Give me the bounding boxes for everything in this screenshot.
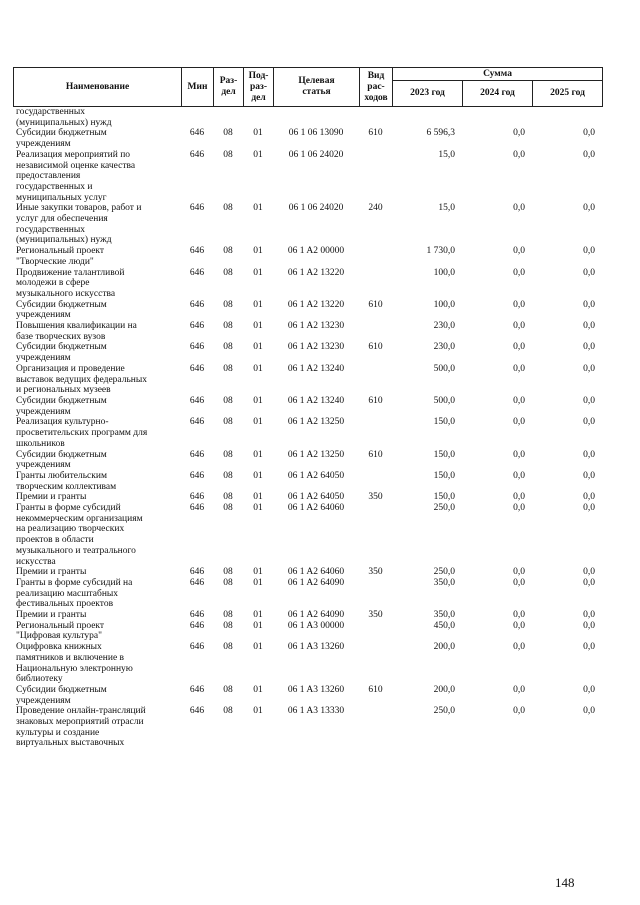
row-sum-2024: 0,0 (513, 149, 525, 160)
row-name: Иные закупки товаров, работ и услуг для обеспечения государственных (муниципальных) нужд (16, 203, 142, 246)
row-expense-type (359, 642, 392, 685)
row-min: 646 (189, 246, 205, 257)
row-sum-2023: 200,0 (433, 684, 455, 695)
row-sum-2024 (462, 107, 532, 128)
row-target-article: 06 1 A2 13240 (287, 395, 345, 406)
row-min: 646 (189, 299, 205, 310)
row-target-article: 06 1 06 24020 (288, 149, 344, 160)
row-expense-type: 610 (368, 299, 383, 310)
row-podrazdel: 01 (253, 128, 263, 139)
row-sum-2024: 0,0 (513, 577, 525, 588)
row-sum-2025: 0,0 (583, 567, 595, 578)
row-razdel: 08 (223, 706, 233, 717)
row-min: 646 (189, 503, 205, 514)
row-sum-2024: 0,0 (513, 642, 525, 653)
budget-table-body (13, 107, 602, 749)
row-sum-2024: 0,0 (513, 342, 525, 353)
row-sum-2023: 350,0 (433, 577, 455, 588)
row-target-article: 06 1 A2 13250 (287, 449, 345, 460)
row-podrazdel: 01 (253, 503, 263, 514)
row-sum-2025: 0,0 (583, 246, 595, 257)
row-sum-2025: 0,0 (583, 267, 595, 278)
row-target-article: 06 1 A3 13260 (287, 684, 345, 695)
row-razdel (213, 107, 243, 128)
row-podrazdel: 01 (253, 642, 263, 653)
row-name: Субсидии бюджетным учреждениям (16, 128, 107, 150)
row-target-article (273, 107, 359, 128)
table-header (13, 67, 603, 107)
table-row (13, 642, 602, 685)
table-row (13, 417, 602, 449)
row-sum-2023: 100,0 (433, 299, 455, 310)
table-row (13, 203, 602, 246)
row-razdel: 08 (223, 203, 233, 214)
row-target-article: 06 1 A2 13230 (287, 342, 345, 353)
row-razdel: 08 (223, 470, 233, 481)
row-name: Реализация культурно- просветительских программ для школьников (16, 417, 148, 449)
row-razdel: 08 (223, 246, 233, 257)
header-podrazdel: Под- раз- дел (244, 68, 274, 107)
table-row (13, 396, 602, 417)
table-row (13, 567, 602, 578)
row-razdel: 08 (223, 395, 233, 406)
table-row (13, 706, 602, 749)
row-target-article: 06 1 A2 64090 (287, 577, 345, 588)
row-min (181, 107, 213, 128)
row-min: 646 (189, 620, 205, 631)
row-expense-type: 350 (368, 492, 383, 503)
row-target-article: 06 1 A2 13220 (287, 299, 345, 310)
row-target-article: 06 1 A3 00000 (287, 620, 345, 631)
row-sum-2024: 0,0 (513, 246, 525, 257)
row-sum-2025: 0,0 (583, 363, 595, 374)
row-razdel: 08 (223, 567, 233, 578)
row-sum-2024: 0,0 (513, 449, 525, 460)
table-row (13, 246, 602, 267)
row-razdel: 08 (223, 342, 233, 353)
header-year-2024: 2024 год (463, 81, 533, 107)
row-razdel: 08 (223, 620, 233, 631)
header-summa: Сумма (393, 68, 603, 81)
row-name: Субсидии бюджетным учреждениям (16, 684, 107, 706)
row-expense-type (359, 246, 392, 267)
row-min: 646 (189, 449, 205, 460)
row-min: 646 (189, 321, 205, 332)
row-sum-2025: 0,0 (583, 128, 595, 139)
row-podrazdel: 01 (253, 299, 263, 310)
row-sum-2025: 0,0 (583, 642, 595, 653)
row-sum-2025: 0,0 (583, 503, 595, 514)
table-row (13, 150, 602, 204)
row-sum-2023: 500,0 (433, 395, 455, 406)
row-min: 646 (189, 492, 205, 503)
row-sum-2024: 0,0 (513, 684, 525, 695)
row-expense-type: 350 (368, 567, 383, 578)
row-target-article: 06 1 A3 13260 (287, 642, 345, 653)
row-min: 646 (189, 342, 205, 353)
row-razdel: 08 (223, 449, 233, 460)
row-min: 646 (189, 470, 205, 481)
table-row (13, 364, 602, 396)
row-min: 646 (189, 128, 205, 139)
table-row (13, 610, 602, 621)
row-razdel: 08 (223, 610, 233, 621)
row-razdel: 08 (223, 363, 233, 374)
row-sum-2024: 0,0 (513, 492, 525, 503)
row-sum-2023 (392, 107, 462, 128)
row-name: Премии и гранты (16, 567, 87, 578)
row-name: Субсидии бюджетным учреждениям (16, 299, 107, 321)
row-sum-2024: 0,0 (513, 128, 525, 139)
row-razdel: 08 (223, 642, 233, 653)
row-min: 646 (189, 267, 205, 278)
row-razdel: 08 (223, 417, 233, 428)
row-name: Региональный проект "Творческие люди" (16, 246, 105, 267)
row-sum-2023: 1 730,0 (426, 246, 455, 257)
row-sum-2025: 0,0 (583, 620, 595, 631)
row-sum-2024: 0,0 (513, 620, 525, 631)
row-podrazdel: 01 (253, 470, 263, 481)
row-podrazdel: 01 (253, 577, 263, 588)
row-min: 646 (189, 577, 205, 588)
row-sum-2024: 0,0 (513, 417, 525, 428)
row-podrazdel: 01 (253, 417, 263, 428)
row-sum-2025: 0,0 (583, 299, 595, 310)
row-podrazdel: 01 (253, 567, 263, 578)
row-sum-2023: 200,0 (433, 642, 455, 653)
row-expense-type (359, 503, 392, 567)
row-razdel: 08 (223, 321, 233, 332)
row-razdel: 08 (223, 577, 233, 588)
row-sum-2024: 0,0 (513, 567, 525, 578)
row-sum-2023: 450,0 (433, 620, 455, 631)
row-expense-type: 610 (368, 128, 383, 139)
row-min: 646 (189, 203, 205, 214)
row-sum-2023: 350,0 (433, 610, 455, 621)
row-razdel: 08 (223, 492, 233, 503)
row-target-article: 06 1 A3 13330 (287, 706, 345, 717)
row-name: Гранты любительским творческим коллективам (16, 470, 117, 492)
row-min: 646 (189, 417, 205, 428)
row-sum-2023: 250,0 (433, 503, 455, 514)
row-expense-type: 240 (368, 203, 383, 214)
row-sum-2025: 0,0 (583, 449, 595, 460)
row-name: Проведение онлайн-трансляций знаковых мероприятий отрасли культуры и создание виртуальных выставочных (16, 706, 146, 749)
row-sum-2023: 15,0 (438, 203, 455, 214)
row-name: Организация и проведение выставок ведущих федеральных и региональных музеев (16, 363, 147, 396)
row-target-article: 06 1 06 24020 (288, 203, 344, 214)
row-name: Премии и гранты (16, 492, 87, 503)
header-min: Мин (182, 68, 214, 107)
row-name: Реализация мероприятий по независимой оценке качества предоставления государственных и муниципальных услуг (16, 149, 136, 203)
row-expense-type: 610 (368, 684, 383, 695)
table-row (13, 503, 602, 567)
row-target-article: 06 1 A2 64050 (287, 492, 345, 503)
row-min: 646 (189, 363, 205, 374)
row-podrazdel (243, 107, 273, 128)
row-sum-2024: 0,0 (513, 610, 525, 621)
row-sum-2023: 250,0 (433, 567, 455, 578)
row-target-article: 06 1 A2 13220 (287, 267, 345, 278)
row-expense-type (359, 268, 392, 300)
row-sum-2024: 0,0 (513, 363, 525, 374)
row-razdel: 08 (223, 503, 233, 514)
row-sum-2025 (532, 107, 602, 128)
row-min: 646 (189, 684, 205, 695)
row-razdel: 08 (223, 684, 233, 695)
row-sum-2023: 150,0 (433, 417, 455, 428)
row-sum-2023: 6 596,3 (426, 128, 455, 139)
row-min: 646 (189, 395, 205, 406)
row-name: Субсидии бюджетным учреждениям (16, 449, 107, 471)
table-row (13, 578, 602, 610)
row-expense-type (359, 706, 392, 749)
row-name: Оцифровка книжных памятников и включение в Национальную электронную библиотеку (16, 642, 133, 685)
row-name: Продвижение талантливой молодежи в сфере музыкального искусства (16, 267, 125, 299)
row-sum-2025: 0,0 (583, 470, 595, 481)
row-sum-2024: 0,0 (513, 267, 525, 278)
header-name: Наименование (14, 68, 182, 107)
table-row (13, 492, 602, 503)
row-min: 646 (189, 642, 205, 653)
row-podrazdel: 01 (253, 267, 263, 278)
row-expense-type (359, 364, 392, 396)
row-name: государственных (муниципальных) нужд (16, 107, 112, 128)
row-podrazdel: 01 (253, 203, 263, 214)
row-target-article: 06 1 A2 13230 (287, 321, 345, 332)
row-sum-2025: 0,0 (583, 577, 595, 588)
row-sum-2023: 230,0 (433, 342, 455, 353)
row-expense-type (359, 321, 392, 342)
row-sum-2025: 0,0 (583, 492, 595, 503)
row-sum-2023: 150,0 (433, 492, 455, 503)
row-expense-type (359, 417, 392, 449)
row-podrazdel: 01 (253, 149, 263, 160)
row-sum-2023: 230,0 (433, 321, 455, 332)
row-target-article: 06 1 A2 64060 (287, 567, 345, 578)
table-row (13, 128, 602, 149)
row-expense-type: 610 (368, 395, 383, 406)
row-podrazdel: 01 (253, 610, 263, 621)
row-name: Гранты в форме субсидий некоммерческим организациям на реализацию творческих проектов в области музыкального и театрального искусства (16, 503, 143, 567)
table-row (13, 342, 602, 363)
row-target-article: 06 1 A2 00000 (287, 246, 345, 257)
row-sum-2024: 0,0 (513, 706, 525, 717)
row-sum-2024: 0,0 (513, 395, 525, 406)
row-sum-2025: 0,0 (583, 684, 595, 695)
row-razdel: 08 (223, 267, 233, 278)
row-expense-type (359, 621, 392, 642)
row-sum-2025: 0,0 (583, 203, 595, 214)
row-name: Субсидии бюджетным учреждениям (16, 395, 107, 417)
row-sum-2025: 0,0 (583, 149, 595, 160)
table-row (13, 268, 602, 300)
header-year-2023: 2023 год (393, 81, 463, 107)
row-name: Повышения квалификации на базе творческих вузов (16, 321, 137, 342)
row-sum-2024: 0,0 (513, 503, 525, 514)
row-target-article: 06 1 06 13090 (288, 128, 344, 139)
row-expense-type: 610 (368, 342, 383, 353)
row-name: Гранты в форме субсидий на реализацию масштабных фестивальных проектов (16, 577, 133, 610)
row-podrazdel: 01 (253, 449, 263, 460)
row-target-article: 06 1 A2 64090 (287, 610, 345, 621)
row-podrazdel: 01 (253, 321, 263, 332)
row-expense-type (359, 150, 392, 204)
table-row (13, 450, 602, 471)
page-number: 148 (555, 875, 575, 890)
row-sum-2025: 0,0 (583, 321, 595, 332)
row-sum-2024: 0,0 (513, 203, 525, 214)
row-target-article: 06 1 A2 64060 (287, 503, 345, 514)
row-podrazdel: 01 (253, 246, 263, 257)
row-expense-type (359, 578, 392, 610)
header-year-2025: 2025 год (533, 81, 603, 107)
header-target-article: Целевая статья (274, 68, 360, 107)
row-sum-2025: 0,0 (583, 395, 595, 406)
row-expense-type (359, 471, 392, 492)
row-sum-2025: 0,0 (583, 610, 595, 621)
row-name: Премии и гранты (16, 610, 87, 621)
table-row (13, 107, 602, 128)
row-expense-type: 610 (368, 449, 383, 460)
table-row (13, 621, 602, 642)
row-sum-2025: 0,0 (583, 342, 595, 353)
row-target-article: 06 1 A2 13240 (287, 363, 345, 374)
header-expense-type: Вид рас- ходов (360, 68, 393, 107)
row-podrazdel: 01 (253, 706, 263, 717)
row-name: Региональный проект "Цифровая культура" (16, 620, 105, 642)
table-row (13, 685, 602, 706)
row-sum-2023: 15,0 (438, 149, 455, 160)
row-min: 646 (189, 610, 205, 621)
row-name: Субсидии бюджетным учреждениям (16, 342, 107, 364)
row-sum-2024: 0,0 (513, 299, 525, 310)
row-sum-2025: 0,0 (583, 417, 595, 428)
row-podrazdel: 01 (253, 684, 263, 695)
row-podrazdel: 01 (253, 363, 263, 374)
row-sum-2023: 100,0 (433, 267, 455, 278)
row-sum-2025: 0,0 (583, 706, 595, 717)
row-target-article: 06 1 A2 13250 (287, 417, 345, 428)
row-sum-2023: 150,0 (433, 449, 455, 460)
table-row (13, 321, 602, 342)
row-expense-type: 350 (368, 610, 383, 621)
table-row (13, 300, 602, 321)
row-razdel: 08 (223, 128, 233, 139)
row-min: 646 (189, 567, 205, 578)
row-podrazdel: 01 (253, 342, 263, 353)
row-sum-2023: 500,0 (433, 363, 455, 374)
table-row (13, 471, 602, 492)
row-min: 646 (189, 706, 205, 717)
row-podrazdel: 01 (253, 395, 263, 406)
row-podrazdel: 01 (253, 492, 263, 503)
row-sum-2023: 150,0 (433, 470, 455, 481)
row-razdel: 08 (223, 299, 233, 310)
row-min: 646 (189, 149, 205, 160)
row-sum-2023: 250,0 (433, 706, 455, 717)
header-razdel: Раз- дел (214, 68, 244, 107)
row-target-article: 06 1 A2 64050 (287, 470, 345, 481)
row-sum-2024: 0,0 (513, 470, 525, 481)
row-razdel: 08 (223, 149, 233, 160)
row-expense-type (359, 107, 392, 128)
row-podrazdel: 01 (253, 620, 263, 631)
row-sum-2024: 0,0 (513, 321, 525, 332)
